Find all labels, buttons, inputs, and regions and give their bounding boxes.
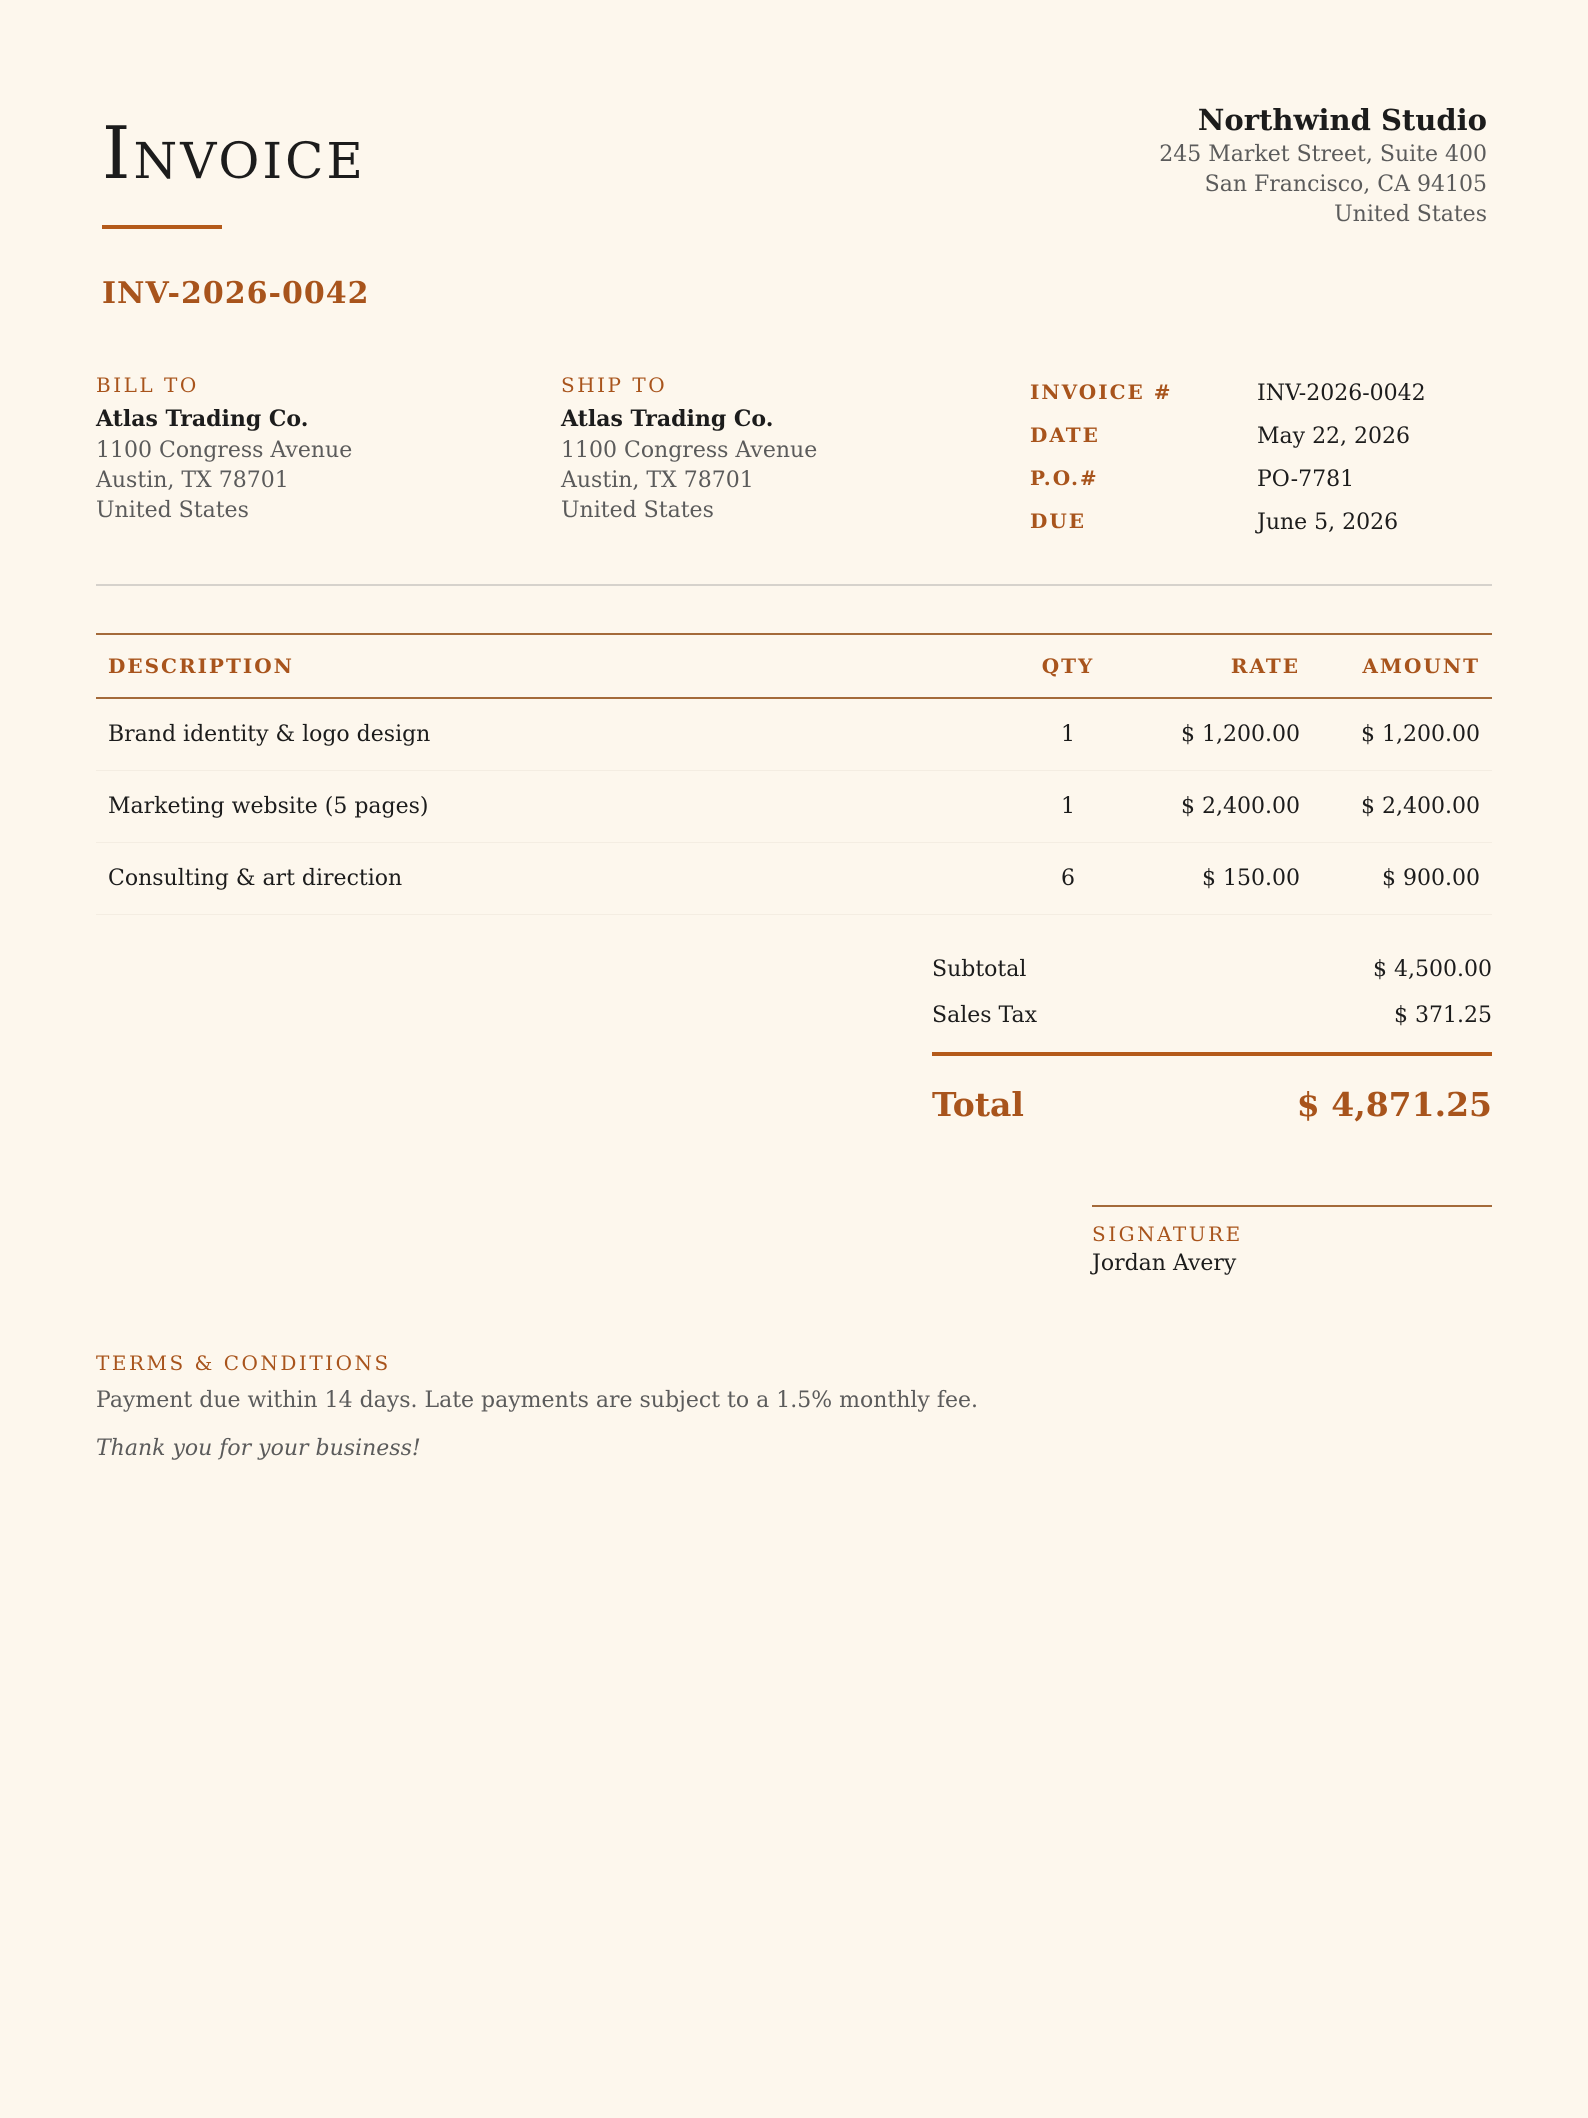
subtotal-row <box>932 952 1492 998</box>
company-address-line: San Francisco, CA 94105 <box>1204 172 1487 197</box>
title-underline <box>102 225 222 229</box>
tax-row <box>932 998 1492 1044</box>
ship-to-label: SHIP TO <box>561 373 668 397</box>
meta-label: INVOICE # <box>1030 380 1173 404</box>
grand-total-row <box>932 1080 1492 1130</box>
subtotal-value: $ 4,500.00 <box>1373 957 1492 982</box>
meta-label: DUE <box>1030 509 1087 533</box>
total-value: $ 4,871.25 <box>1296 1085 1492 1124</box>
column-header-qty: QTY <box>1041 654 1095 678</box>
table-row <box>96 699 1492 771</box>
item-rate: $ 150.00 <box>1202 866 1300 891</box>
item-qty: 6 <box>1061 866 1075 891</box>
column-header-amount: AMOUNT <box>1362 654 1480 678</box>
item-qty: 1 <box>1061 794 1075 819</box>
section-divider <box>96 584 1492 586</box>
table-row <box>96 771 1492 843</box>
total-label: Total <box>932 1085 1024 1124</box>
signature-label: SIGNATURE <box>1092 1222 1243 1246</box>
column-header-rate: RATE <box>1230 654 1300 678</box>
company-block <box>1159 100 1487 230</box>
item-rate: $ 2,400.00 <box>1181 794 1300 819</box>
thank-you-note: Thank you for your business! <box>96 1436 421 1461</box>
total-rule <box>932 1052 1492 1056</box>
meta-value: June 5, 2026 <box>1257 510 1399 535</box>
company-name: Northwind Studio <box>1197 103 1487 137</box>
bill-to-label: BILL TO <box>96 373 199 397</box>
signature-name: Jordan Avery <box>1092 1251 1237 1276</box>
page-title: Invoice <box>102 111 366 195</box>
item-amount: $ 900.00 <box>1382 866 1480 891</box>
ship-to-address-line: Austin, TX 78701 <box>561 468 754 493</box>
item-amount: $ 1,200.00 <box>1361 722 1480 747</box>
item-description: Consulting & art direction <box>108 866 403 891</box>
ship-to-address-line: 1100 Congress Avenue <box>561 438 818 463</box>
tax-label: Sales Tax <box>932 1003 1038 1028</box>
company-address-line: United States <box>1334 202 1487 227</box>
invoice-number-heading: INV-2026-0042 <box>102 276 370 311</box>
item-description: Marketing website (5 pages) <box>108 794 429 819</box>
totals-block <box>932 952 1492 1124</box>
item-qty: 1 <box>1061 722 1075 747</box>
meta-label: P.O.# <box>1030 466 1099 490</box>
bill-to-address-line: United States <box>96 498 249 523</box>
subtotal-label: Subtotal <box>932 957 1027 982</box>
ship-to-name: Atlas Trading Co. <box>561 406 774 432</box>
item-amount: $ 2,400.00 <box>1361 794 1480 819</box>
table-header <box>96 633 1492 699</box>
tax-value: $ 371.25 <box>1394 1003 1492 1028</box>
table-row <box>96 843 1492 915</box>
terms-text: Payment due within 14 days. Late payments are subject to a 1.5% monthly fee. <box>96 1388 979 1413</box>
bill-to-block <box>96 370 352 526</box>
line-items-table <box>96 633 1492 915</box>
signature-line <box>1092 1205 1492 1207</box>
terms-label: TERMS & CONDITIONS <box>96 1351 391 1375</box>
meta-value: May 22, 2026 <box>1257 424 1411 449</box>
bill-to-address-line: Austin, TX 78701 <box>96 468 289 493</box>
meta-value: PO-7781 <box>1257 467 1355 492</box>
meta-value: INV-2026-0042 <box>1257 381 1426 406</box>
meta-label: DATE <box>1030 423 1100 447</box>
bill-to-address-line: 1100 Congress Avenue <box>96 438 353 463</box>
item-description: Brand identity & logo design <box>108 722 431 747</box>
ship-to-address-line: United States <box>561 498 714 523</box>
ship-to-block <box>561 370 817 526</box>
column-header-description: DESCRIPTION <box>108 654 294 678</box>
bill-to-name: Atlas Trading Co. <box>96 406 309 432</box>
company-address-line: 245 Market Street, Suite 400 <box>1159 142 1487 167</box>
item-rate: $ 1,200.00 <box>1181 722 1300 747</box>
